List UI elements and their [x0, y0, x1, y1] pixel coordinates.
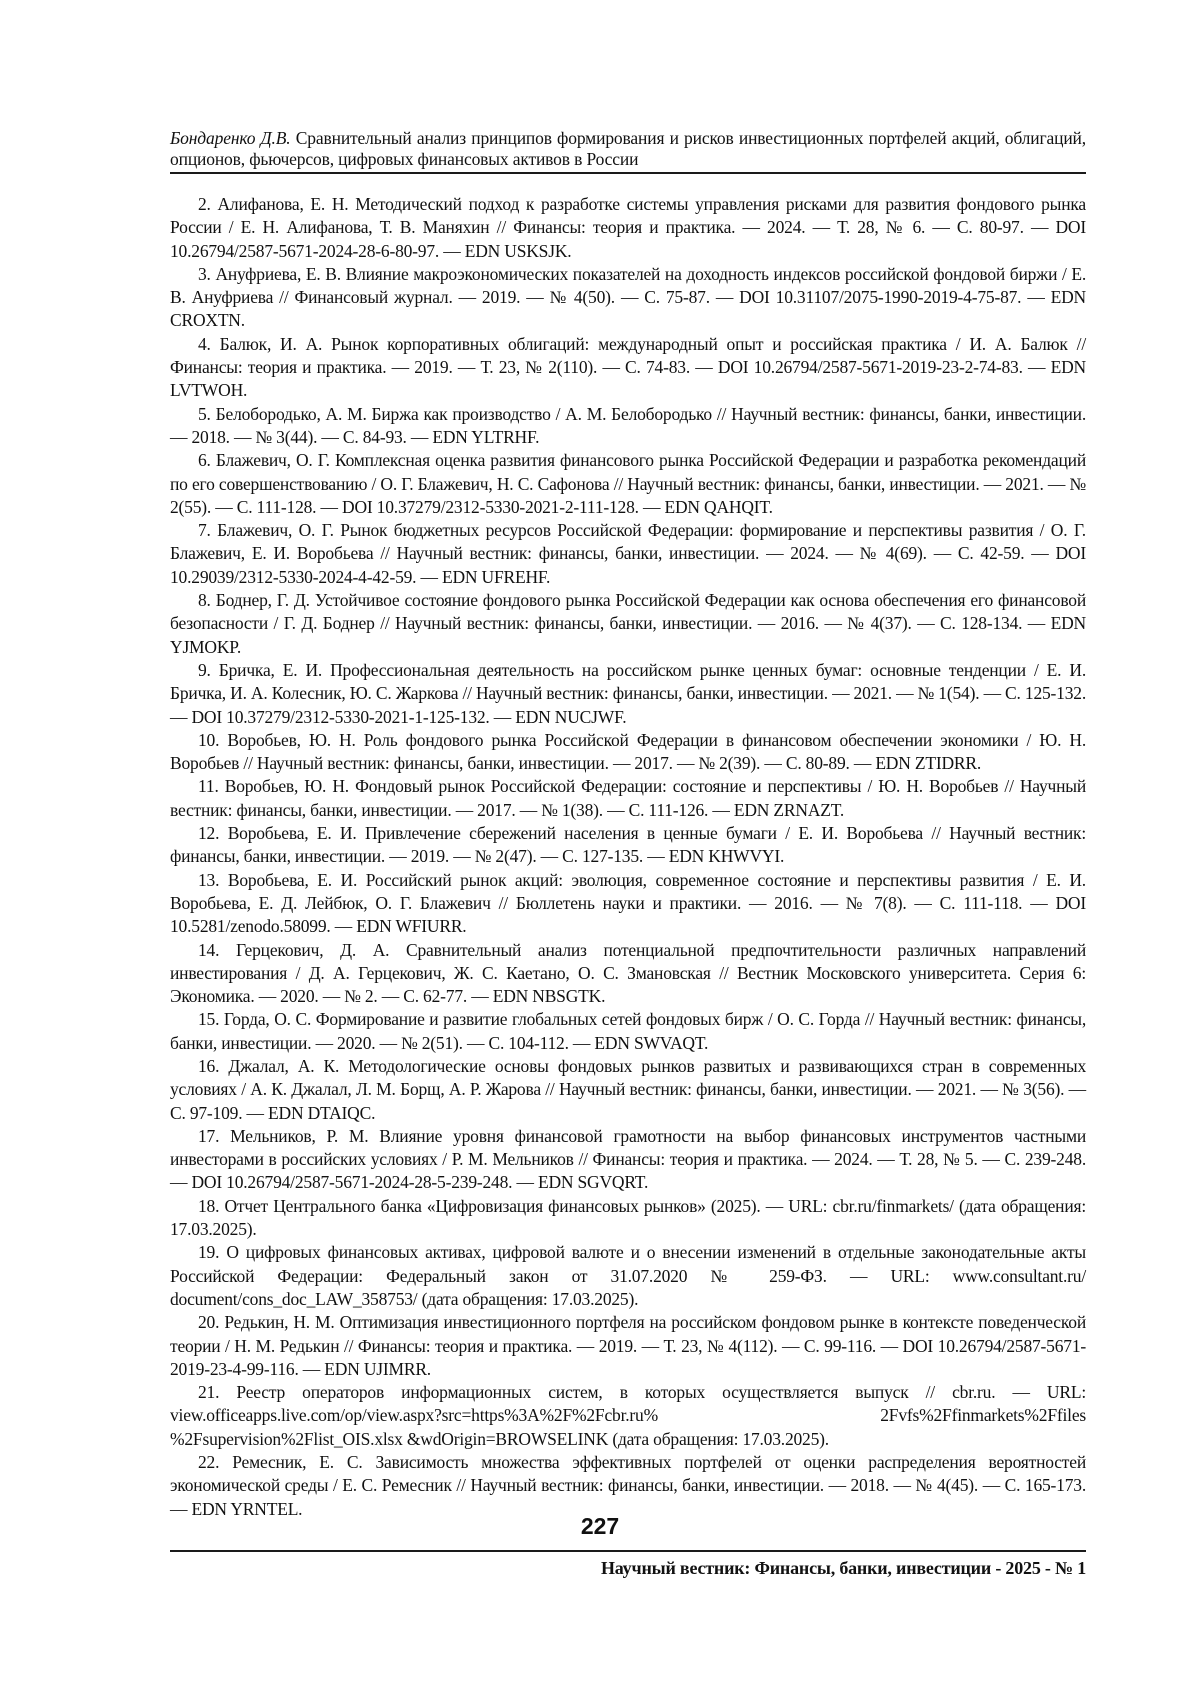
reference-item: 19. О цифровых финансовых активах, цифровой валюте и о внесении изменений в отдельные законодательные акты Российской Федерации: Федеральный закон от 31.07.2020 № 259-ФЗ. — URL: www.consultant.ru/ document/cons_doc_LAW_358753/ (дата обращения: 17.03.2025).: [170, 1242, 1086, 1309]
reference-item: 4. Балюк, И. А. Рынок корпоративных облигаций: международный опыт и российская практика / И. А. Балюк // Финансы: теория и практика. — 2019. — Т. 23, № 2(110). — С. 74-83. — DOI 10.26794/2587-5671-2019-23-2-74-83. — EDN LVTWOH.: [170, 333, 1086, 401]
reference-item: 6. Блажевич, О. Г. Комплексная оценка развития финансового рынка Российской Федерации и разработка рекомендаций по его совершенствованию / О. Г. Блажевич, Н. С. Сафонова // Научный вестник: финансы, банки, инвестиции. — 2021. — № 2(55). — С. 111-128. — DOI 10.37279/2312-5330-2021-2-111-128. — EDN QAHQIT.: [170, 450, 1086, 517]
journal-footer-title: Научный вестник: Финансы, банки, инвестиции - 2025 - № 1: [601, 1558, 1086, 1578]
reference-item: 14. Герцекович, Д. А. Сравнительный анализ потенциальной предпочтительности различных направлений инвестирования / Д. А. Герцекович, Ж. С. Каетано, О. С. Змановская // Вестник Московского университета. Серия 6: Экономика. — 2020. — № 2. — С. 62-77. — EDN NBSGTK.: [170, 939, 1086, 1007]
reference-item: 17. Мельников, Р. М. Влияние уровня финансовой грамотности на выбор финансовых инструментов частными инвесторами в российских условиях / Р. М. Мельников // Финансы: теория и практика. — 2024. — Т. 28, № 5. — С. 239-248. — DOI 10.26794/2587-5671-2024-28-5-239-248. — EDN SGVQRT.: [170, 1125, 1086, 1193]
reference-item: 13. Воробьева, Е. И. Российский рынок акций: эволюция, современное состояние и перспективы развития / Е. И. Воробьева, Е. Д. Лейбюк, О. Г. Блажевич // Бюллетень науки и практики. — 2016. — № 7(8). — С. 111-118. — DOI 10.5281/zenodo.58099. — EDN WFIURR.: [170, 869, 1086, 937]
reference-item: 15. Горда, О. С. Формирование и развитие глобальных сетей фондовых бирж / О. С. Горда // Научный вестник: финансы, банки, инвестиции. — 2020. — № 2(51). — С. 104-112. — EDN SWVAQT.: [170, 1009, 1086, 1053]
reference-item: 22. Ремесник, Е. С. Зависимость множества эффективных портфелей от оценки распределения вероятностей экономической среды / Е. С. Ремесник // Научный вестник: финансы, банки, инвестиции. — 2018. — № 4(45). — С. 165-173. — EDN YRNTEL.: [170, 1452, 1086, 1519]
reference-item: 8. Боднер, Г. Д. Устойчивое состояние фондового рынка Российской Федерации как основа обеспечения его финансовой безопасности / Г. Д. Боднер // Научный вестник: финансы, банки, инвестиции. — 2016. — № 4(37). — С. 128-134. — EDN YJMOKP.: [170, 590, 1086, 657]
reference-item: 10. Воробьев, Ю. Н. Роль фондового рынка Российской Федерации в финансовом обеспечении экономики / Ю. Н. Воробьев // Научный вестник: финансы, банки, инвестиции. — 2017. — № 2(39). — С. 80-89. — EDN ZTIDRR.: [170, 729, 1086, 774]
reference-list: [170, 193, 1086, 1521]
reference-item: 3. Ануфриева, Е. В. Влияние макроэкономических показателей на доходность индексов российской фондовой биржи / Е. В. Ануфриева // Финансовый журнал. — 2019. — № 4(50). — С. 75-87. — DOI 10.31107/2075-1990-2019-4-75-87. — EDN CROXTN.: [170, 263, 1086, 331]
reference-item: 21. Реестр операторов информационных систем, в которых осуществляется выпуск // cbr.ru. — URL: view.officeapps.live.com/op/view.aspx?src=https%3A%2F%2Fcbr.ru% 2Fvfs%2Ffinmarkets%2Ffiles %2Fsupervision%2Flist_OIS.xlsx &wdOrigin=BROWSELINK (дата обращения: 17.03.2025).: [170, 1382, 1086, 1449]
footer-divider: [170, 1550, 1086, 1552]
header-author: Бондаренко Д.В.: [170, 128, 291, 148]
reference-item: 5. Белобородько, А. М. Биржа как производство / А. М. Белобородько // Научный вестник: финансы, банки, инвестиции. — 2018. — № 3(44). — С. 84-93. — EDN YLTRHF.: [170, 403, 1086, 447]
reference-item: 20. Редькин, Н. М. Оптимизация инвестиционного портфеля на российском фондовом рынке в контексте поведенческой теории / Н. М. Редькин // Финансы: теория и практика. — 2019. — Т. 23, № 4(112). — С. 99-116. — DOI 10.26794/2587-5671-2019-23-4-99-116. — EDN UJIMRR.: [170, 1312, 1086, 1379]
reference-item: 11. Воробьев, Ю. Н. Фондовый рынок Российской Федерации: состояние и перспективы / Ю. Н. Воробьев // Научный вестник: финансы, банки, инвестиции. — 2017. — № 1(38). — С. 111-126. — EDN ZRNAZT.: [170, 776, 1086, 820]
reference-item: 7. Блажевич, О. Г. Рынок бюджетных ресурсов Российской Федерации: формирование и перспективы развития / О. Г. Блажевич, Е. И. Воробьева // Научный вестник: финансы, банки, инвестиции. — 2024. — № 4(69). — С. 42-59. — DOI 10.29039/2312-5330-2024-4-42-59. — EDN UFREHF.: [170, 520, 1086, 587]
reference-item: 2. Алифанова, Е. Н. Методический подход к разработке системы управления рисками для развития фондового рынка России / Е. Н. Алифанова, Т. В. Маняхин // Финансы: теория и практика. — 2024. — Т. 28, № 6. — С. 80-97. — DOI 10.26794/2587-5671-2024-28-6-80-97. — EDN USKSJK.: [170, 194, 1086, 261]
header-divider: [170, 172, 1086, 174]
header-article-title: Сравнительный анализ принципов формирования и рисков инвестиционных портфелей акций, облигаций, опционов, фьючерсов, цифровых финансовых активов в России: [170, 128, 1086, 169]
running-header: [170, 128, 1086, 170]
reference-item: 16. Джалал, А. К. Методологические основы фондовых рынков развитых и развивающихся стран в современных условиях / А. К. Джалал, Л. М. Борщ, А. Р. Жарова // Научный вестник: финансы, банки, инвестиции. — 2021. — № 3(56). — С. 97-109. — EDN DTAIQC.: [170, 1055, 1086, 1123]
reference-item: 12. Воробьева, Е. И. Привлечение сбережений населения в ценные бумаги / Е. И. Воробьева // Научный вестник: финансы, банки, инвестиции. — 2019. — № 2(47). — С. 127-135. — EDN KHWVYI.: [170, 823, 1086, 867]
reference-item: 9. Бричка, Е. И. Профессиональная деятельность на российском рынке ценных бумаг: основные тенденции / Е. И. Бричка, И. А. Колесник, Ю. С. Жаркова // Научный вестник: финансы, банки, инвестиции. — 2021. — № 1(54). — С. 125-132. — DOI 10.37279/2312-5330-2021-1-125-132. — EDN NUCJWF.: [170, 659, 1086, 727]
page-number: 227: [580, 1513, 620, 1539]
reference-item: 18. Отчет Центрального банка «Цифровизация финансовых рынков» (2025). — URL: cbr.ru/finmarkets/ (дата обращения: 17.03.2025).: [170, 1195, 1086, 1240]
